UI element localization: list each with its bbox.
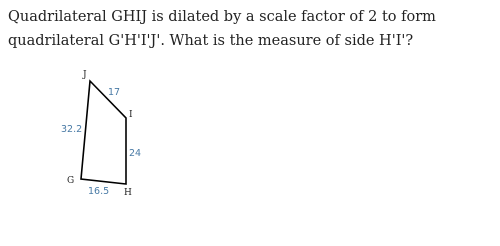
vertex-j-label: J (83, 70, 87, 80)
side-ji-length: 17 (108, 87, 121, 98)
vertex-i-label: I (129, 110, 133, 120)
vertex-h-label: H (124, 188, 132, 198)
question-text: Quadrilateral GHIJ is dilated by a scale factor of 2 to form quadrilateral G'H'I'J'. What is the measure of side H'I'? (8, 9, 436, 49)
vertex-g-label: G (67, 176, 75, 186)
side-gh-length: 16.5 (88, 186, 110, 197)
side-hi-length: 24 (129, 148, 142, 159)
side-gj-length: 32.2 (61, 124, 83, 135)
